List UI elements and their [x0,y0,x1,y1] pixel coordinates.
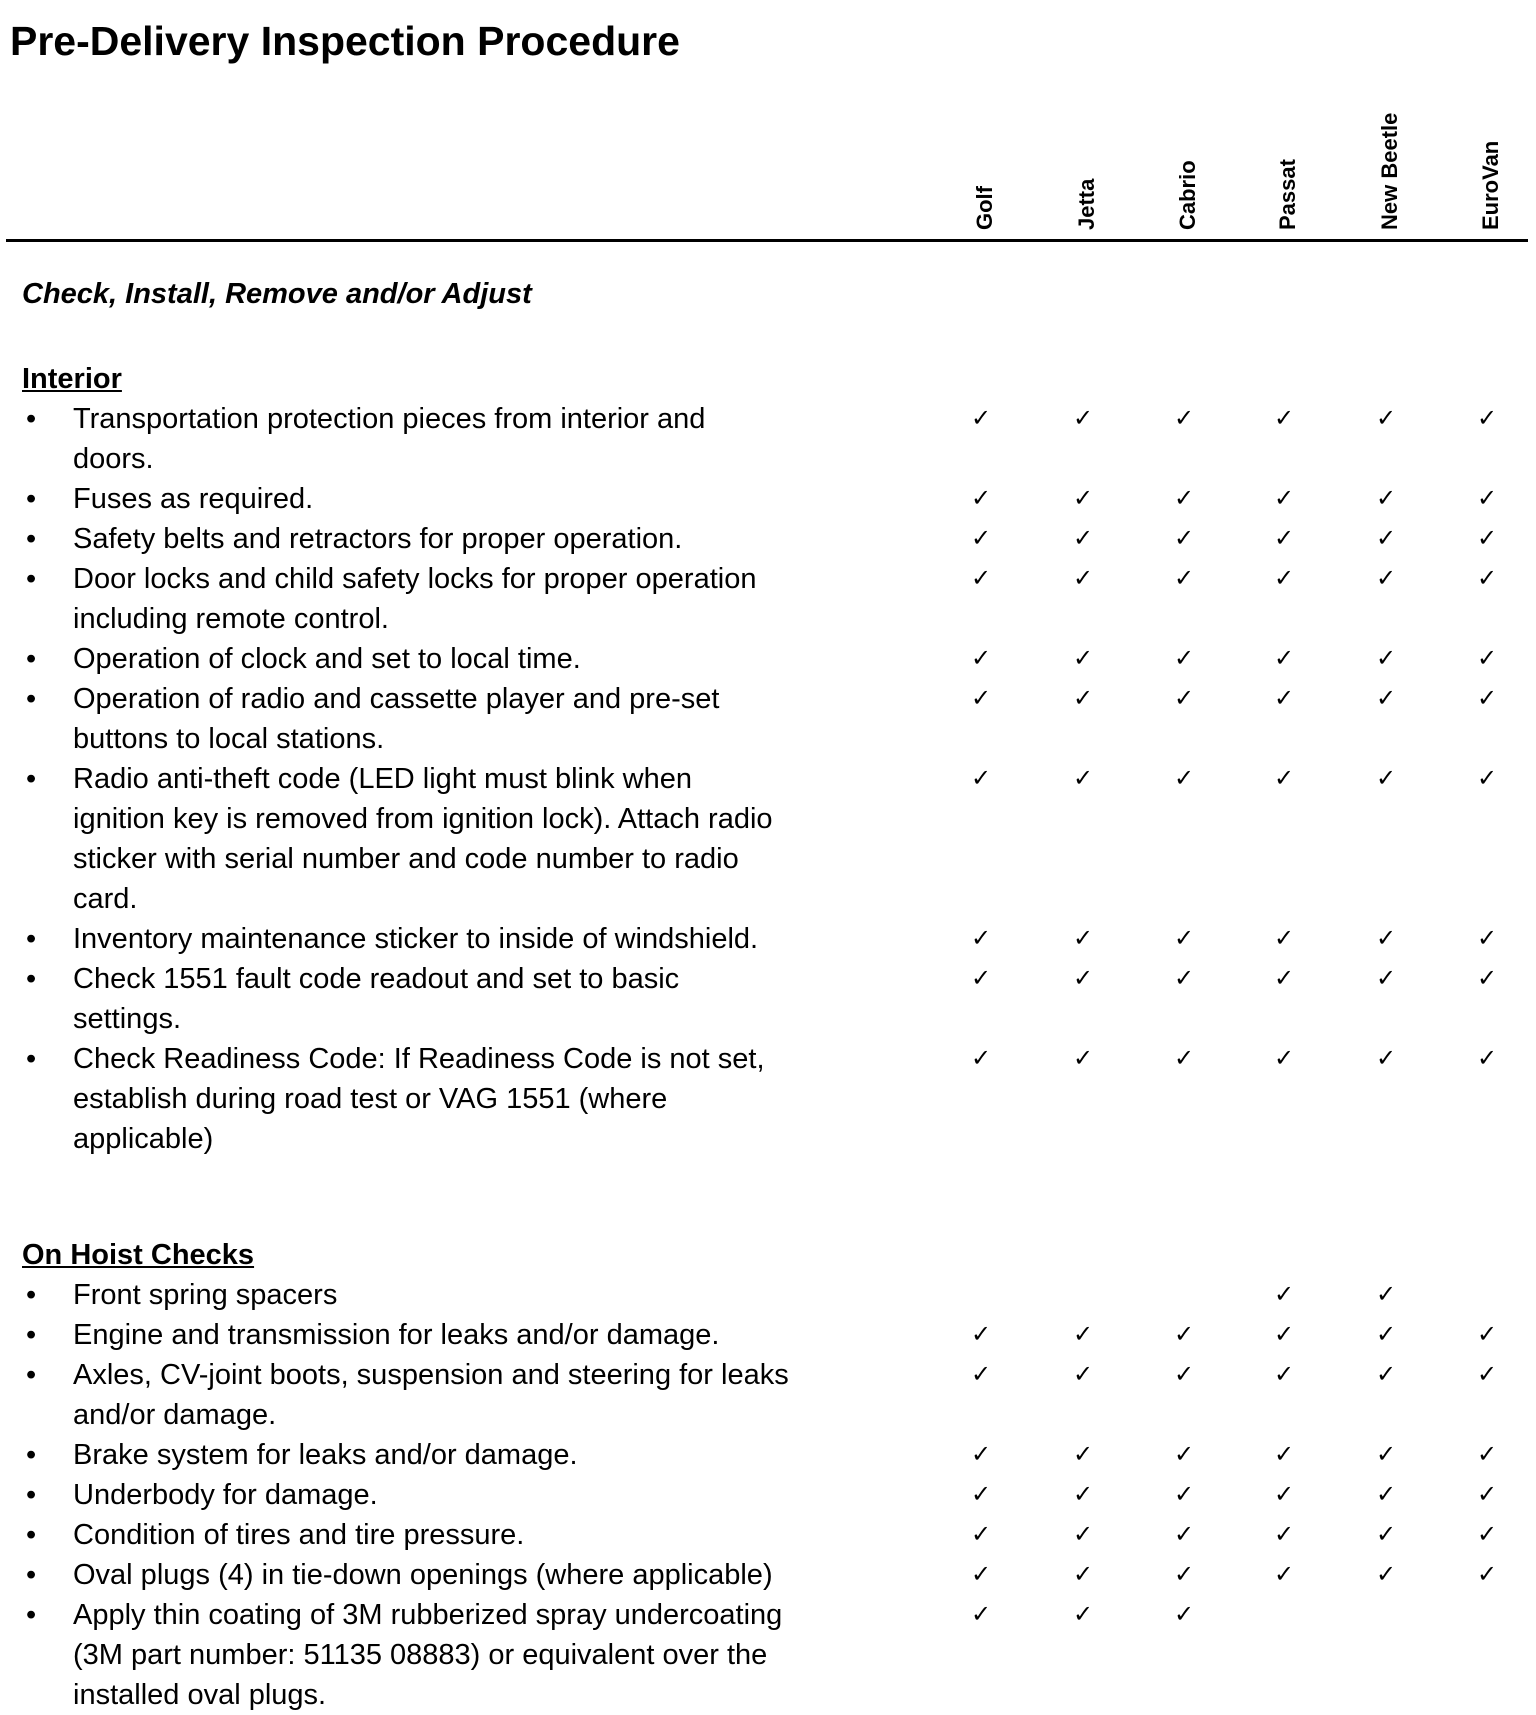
check-mark-icon-passat: ✓ [1273,925,1295,952]
item-text-line: Radio anti-theft code (LED light must blink when [73,763,692,795]
check-mark-icon-eurovan: ✓ [1476,525,1498,552]
checklist-item [0,1475,1536,1515]
bullet-icon: • [26,1439,37,1471]
check-mark-icon-new-beetle: ✓ [1375,925,1397,952]
check-mark-icon-golf: ✓ [970,1521,992,1548]
check-mark-icon-passat: ✓ [1273,1361,1295,1388]
checklist-item [0,959,1536,1039]
section-interior [0,359,1536,1159]
check-mark-icon-new-beetle: ✓ [1375,685,1397,712]
check-mark-icon-jetta: ✓ [1072,485,1094,512]
bullet-icon: • [26,483,37,515]
checklist-item [0,479,1536,519]
check-mark-icon-golf: ✓ [970,645,992,672]
check-mark-icon-eurovan: ✓ [1476,1045,1498,1072]
check-mark-icon-golf: ✓ [970,965,992,992]
check-mark-icon-passat: ✓ [1273,965,1295,992]
check-mark-icon-cabrio: ✓ [1173,765,1195,792]
check-mark-icon-eurovan: ✓ [1476,1321,1498,1348]
checklist-item [0,1555,1536,1595]
check-mark-icon-golf: ✓ [970,765,992,792]
bullet-icon: • [26,1519,37,1551]
check-mark-icon-cabrio: ✓ [1173,565,1195,592]
section-on-hoist-checks [0,1235,1536,1715]
checklist-item [0,1355,1536,1435]
check-mark-icon-eurovan: ✓ [1476,685,1498,712]
check-mark-icon-jetta: ✓ [1072,525,1094,552]
check-mark-icon-cabrio: ✓ [1173,1601,1195,1628]
check-mark-icon-golf: ✓ [970,565,992,592]
bullet-icon: • [26,763,37,795]
bullet-icon: • [26,1559,37,1591]
bullet-icon: • [26,403,37,435]
item-text-line: Check 1551 fault code readout and set to basic [73,963,680,995]
item-text-line: Check Readiness Code: If Readiness Code is not set, [73,1043,765,1075]
check-mark-icon-passat: ✓ [1273,1481,1295,1508]
check-mark-icon-cabrio: ✓ [1173,405,1195,432]
check-mark-icon-eurovan: ✓ [1476,565,1498,592]
checklist-item [0,1275,1536,1315]
item-text-line: including remote control. [73,603,389,635]
check-mark-icon-cabrio: ✓ [1173,525,1195,552]
item-text-line: sticker with serial number and code number to radio [73,843,739,875]
header-divider [6,239,1528,242]
check-mark-icon-jetta: ✓ [1072,1601,1094,1628]
column-header-jetta [1066,60,1106,230]
check-mark-icon-cabrio: ✓ [1173,1561,1195,1588]
item-text-line: establish during road test or VAG 1551 (where [73,1083,668,1115]
checklist-item [0,1435,1536,1475]
bullet-icon: • [26,1279,37,1311]
check-mark-icon-new-beetle: ✓ [1375,1561,1397,1588]
column-header-label: Jetta [1074,178,1099,230]
check-mark-icon-cabrio: ✓ [1173,685,1195,712]
check-mark-icon-new-beetle: ✓ [1375,485,1397,512]
bullet-icon: • [26,563,37,595]
check-mark-icon-passat: ✓ [1273,405,1295,432]
check-mark-icon-cabrio: ✓ [1173,1521,1195,1548]
check-mark-icon-golf: ✓ [970,1601,992,1628]
item-text-line: Apply thin coating of 3M rubberized spray undercoating [73,1599,783,1631]
bullet-icon: • [26,1599,37,1631]
checklist-item [0,1315,1536,1355]
item-text-line: Underbody for damage. [73,1479,378,1511]
item-text-line: ignition key is removed from ignition lock). Attach radio [73,803,773,835]
bullet-icon: • [26,923,37,955]
bullet-icon: • [26,643,37,675]
check-mark-icon-jetta: ✓ [1072,565,1094,592]
item-text-line: applicable) [73,1123,214,1155]
checklist-item [0,399,1536,479]
column-header-label: Golf [972,186,997,230]
column-header-golf [964,60,1004,230]
bullet-icon: • [26,523,37,555]
check-mark-icon-jetta: ✓ [1072,1361,1094,1388]
check-mark-icon-golf: ✓ [970,1321,992,1348]
check-mark-icon-jetta: ✓ [1072,965,1094,992]
checklist-item [0,1515,1536,1555]
check-mark-icon-cabrio: ✓ [1173,1045,1195,1072]
check-mark-icon-jetta: ✓ [1072,1561,1094,1588]
item-text-line: Inventory maintenance sticker to inside of windshield. [73,923,759,955]
check-mark-icon-cabrio: ✓ [1173,1361,1195,1388]
check-mark-icon-passat: ✓ [1273,1045,1295,1072]
check-mark-icon-passat: ✓ [1273,685,1295,712]
check-mark-icon-eurovan: ✓ [1476,485,1498,512]
check-mark-icon-eurovan: ✓ [1476,1521,1498,1548]
check-mark-icon-jetta: ✓ [1072,1481,1094,1508]
item-text-line: installed oval plugs. [73,1679,327,1711]
check-mark-icon-passat: ✓ [1273,1521,1295,1548]
check-mark-icon-new-beetle: ✓ [1375,1481,1397,1508]
check-mark-icon-passat: ✓ [1273,565,1295,592]
section-title-text: On Hoist Checks [22,1239,255,1271]
check-mark-icon-jetta: ✓ [1072,685,1094,712]
check-mark-icon-jetta: ✓ [1072,1321,1094,1348]
check-mark-icon-jetta: ✓ [1072,765,1094,792]
bullet-icon: • [26,1043,37,1075]
bullet-icon: • [26,963,37,995]
check-mark-icon-new-beetle: ✓ [1375,765,1397,792]
section-title [0,1235,1536,1275]
checklist-item [0,759,1536,919]
checklist-item [0,1039,1536,1159]
checklist-item [0,639,1536,679]
check-mark-icon-cabrio: ✓ [1173,485,1195,512]
item-text-line: Oval plugs (4) in tie-down openings (where applicable) [73,1559,773,1591]
check-mark-icon-new-beetle: ✓ [1375,1045,1397,1072]
check-mark-icon-new-beetle: ✓ [1375,1521,1397,1548]
check-mark-icon-jetta: ✓ [1072,1441,1094,1468]
column-header-cabrio [1167,60,1207,230]
check-mark-icon-eurovan: ✓ [1476,1441,1498,1468]
bullet-icon: • [26,1319,37,1351]
check-mark-icon-eurovan: ✓ [1476,405,1498,432]
check-mark-icon-jetta: ✓ [1072,1521,1094,1548]
checklist-item [0,1595,1536,1715]
check-mark-icon-new-beetle: ✓ [1375,645,1397,672]
check-mark-icon-eurovan: ✓ [1476,1561,1498,1588]
check-mark-icon-eurovan: ✓ [1476,1481,1498,1508]
check-mark-icon-golf: ✓ [970,685,992,712]
check-mark-icon-jetta: ✓ [1072,1045,1094,1072]
check-mark-icon-cabrio: ✓ [1173,1321,1195,1348]
item-text-line: buttons to local stations. [73,723,385,755]
check-mark-icon-new-beetle: ✓ [1375,1281,1397,1308]
bullet-icon: • [26,1359,37,1391]
column-header-label: New Beetle [1377,112,1402,230]
checklist-item [0,519,1536,559]
check-mark-icon-eurovan: ✓ [1476,925,1498,952]
item-text-line: settings. [73,1003,181,1035]
item-text-line: Front spring spacers [73,1279,338,1311]
check-mark-icon-golf: ✓ [970,485,992,512]
check-mark-icon-passat: ✓ [1273,645,1295,672]
check-mark-icon-new-beetle: ✓ [1375,1441,1397,1468]
item-text-line: Operation of clock and set to local time. [73,643,581,675]
check-mark-icon-jetta: ✓ [1072,645,1094,672]
checklist-item [0,919,1536,959]
check-mark-icon-eurovan: ✓ [1476,765,1498,792]
check-mark-icon-passat: ✓ [1273,1321,1295,1348]
check-mark-icon-new-beetle: ✓ [1375,565,1397,592]
bullet-icon: • [26,1479,37,1511]
item-text-line: Brake system for leaks and/or damage. [73,1439,578,1471]
item-text-line: card. [73,883,138,915]
column-header-label: Passat [1275,159,1300,230]
item-text-line: Safety belts and retractors for proper operation. [73,523,683,555]
section-title [0,359,1536,399]
check-mark-icon-cabrio: ✓ [1173,965,1195,992]
check-mark-icon-new-beetle: ✓ [1375,1321,1397,1348]
checklist-item [0,679,1536,759]
item-text-line: Transportation protection pieces from interior and [73,403,706,435]
check-mark-icon-golf: ✓ [970,925,992,952]
column-header-new-beetle [1369,60,1409,230]
check-mark-icon-passat: ✓ [1273,525,1295,552]
check-mark-icon-cabrio: ✓ [1173,1441,1195,1468]
section-title-text: Interior [22,363,122,395]
subheading: Check, Install, Remove and/or Adjust [22,278,532,310]
check-mark-icon-golf: ✓ [970,1481,992,1508]
checklist-item [0,559,1536,639]
check-mark-icon-new-beetle: ✓ [1375,405,1397,432]
check-mark-icon-golf: ✓ [970,405,992,432]
check-mark-icon-eurovan: ✓ [1476,965,1498,992]
item-text-line: Condition of tires and tire pressure. [73,1519,525,1551]
check-mark-icon-passat: ✓ [1273,1281,1295,1308]
item-text-line: (3M part number: 51135 08883) or equivalent over the [73,1639,768,1671]
column-header-passat [1267,60,1307,230]
item-text-line: Fuses as required. [73,483,314,515]
column-header-label: EuroVan [1478,140,1503,230]
check-mark-icon-golf: ✓ [970,1361,992,1388]
check-mark-icon-jetta: ✓ [1072,925,1094,952]
column-header-label: Cabrio [1175,160,1200,230]
check-mark-icon-eurovan: ✓ [1476,645,1498,672]
item-text-line: Door locks and child safety locks for proper operation [73,563,757,595]
check-mark-icon-new-beetle: ✓ [1375,525,1397,552]
check-mark-icon-passat: ✓ [1273,765,1295,792]
check-mark-icon-passat: ✓ [1273,485,1295,512]
bullet-icon: • [26,683,37,715]
check-mark-icon-jetta: ✓ [1072,405,1094,432]
page-title: Pre-Delivery Inspection Procedure [10,18,680,64]
item-text-line: and/or damage. [73,1399,277,1431]
check-mark-icon-golf: ✓ [970,525,992,552]
column-header-eurovan [1470,60,1510,230]
check-mark-icon-new-beetle: ✓ [1375,965,1397,992]
check-mark-icon-golf: ✓ [970,1441,992,1468]
check-mark-icon-cabrio: ✓ [1173,1481,1195,1508]
item-text-line: doors. [73,443,154,475]
check-mark-icon-golf: ✓ [970,1561,992,1588]
check-mark-icon-golf: ✓ [970,1045,992,1072]
item-text-line: Operation of radio and cassette player and pre-set [73,683,720,715]
check-mark-icon-cabrio: ✓ [1173,645,1195,672]
check-mark-icon-cabrio: ✓ [1173,925,1195,952]
check-mark-icon-eurovan: ✓ [1476,1361,1498,1388]
check-mark-icon-passat: ✓ [1273,1441,1295,1468]
item-text-line: Axles, CV-joint boots, suspension and steering for leaks [73,1359,789,1391]
check-mark-icon-passat: ✓ [1273,1561,1295,1588]
item-text-line: Engine and transmission for leaks and/or damage. [73,1319,720,1351]
check-mark-icon-new-beetle: ✓ [1375,1361,1397,1388]
